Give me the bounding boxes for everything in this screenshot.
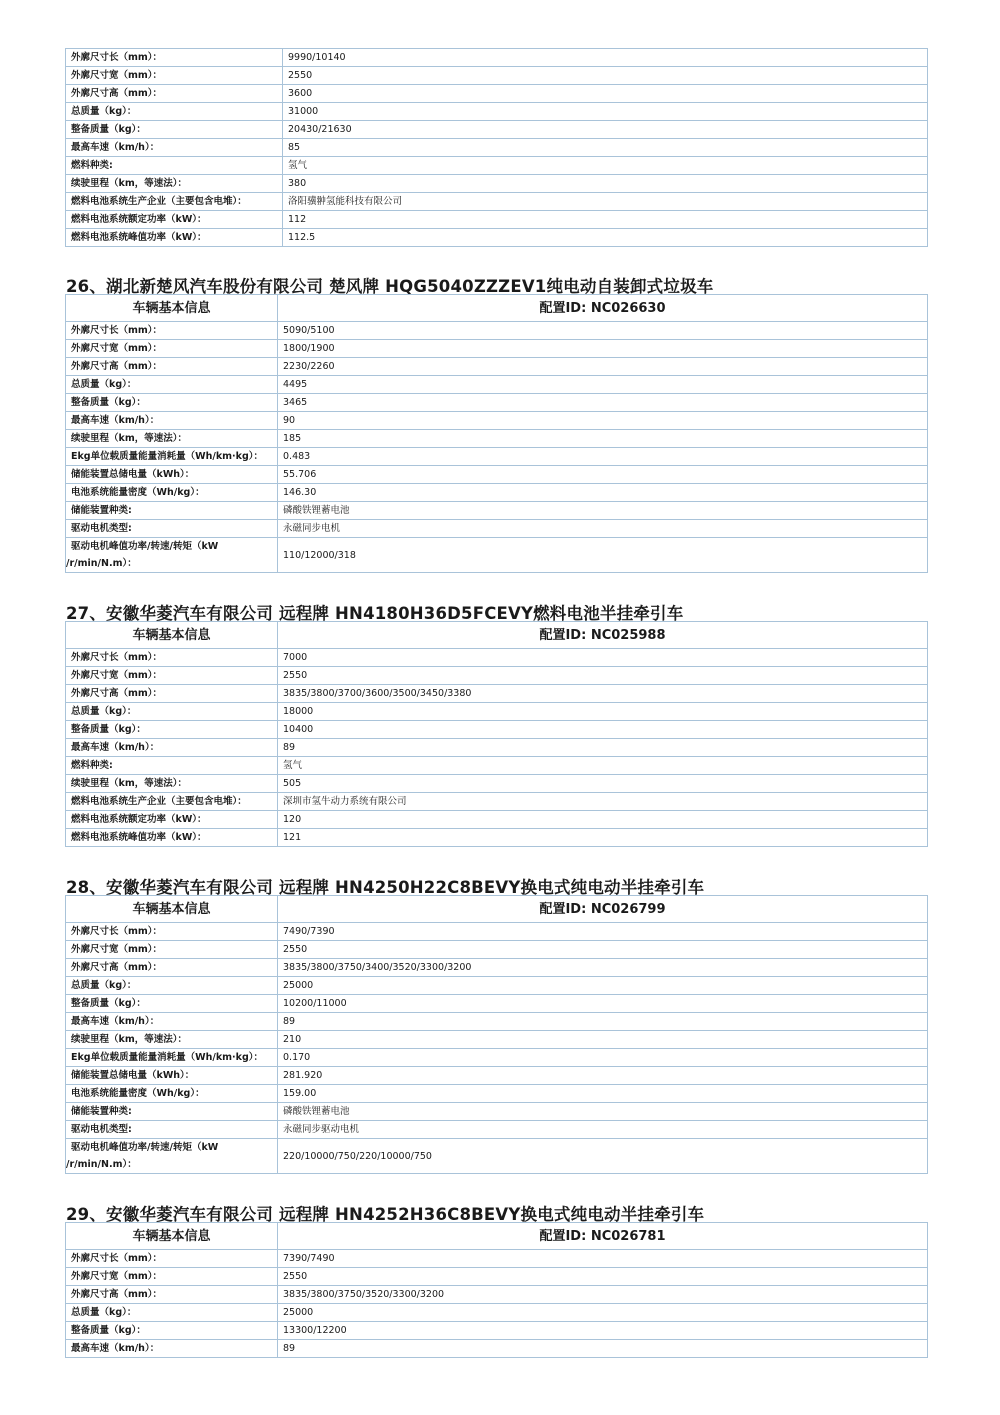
table-row xyxy=(66,502,928,520)
spec-label: 驱动电机类型: xyxy=(66,1121,278,1139)
spec-label: 总质量（kg）： xyxy=(66,103,283,121)
spec-value: 3465 xyxy=(278,394,928,412)
table-row xyxy=(66,703,928,721)
spec-value: 112 xyxy=(283,211,928,229)
spec-label: Ekg单位载质量能量消耗量（Wh/km·kg）： xyxy=(66,448,278,466)
spec-label: 燃料电池系统生产企业（主要包含电堆）： xyxy=(66,193,283,211)
spec-label: 驱动电机峰值功率/转速/转矩（kW /r/min/N.m）： xyxy=(66,1139,278,1174)
table-row xyxy=(66,995,928,1013)
spec-value: 89 xyxy=(278,1340,928,1358)
spec-label: 整备质量（kg）： xyxy=(66,121,283,139)
header-config-id: 配置ID: NC026781 xyxy=(278,1223,928,1250)
spec-value: 1800/1900 xyxy=(278,340,928,358)
spec-value: 120 xyxy=(278,811,928,829)
spec-label: 外廓尺寸宽（mm）： xyxy=(66,340,278,358)
spec-block-28 xyxy=(65,895,928,1174)
spec-label: 燃料电池系统峰值功率（kW）： xyxy=(66,229,283,247)
spec-label: 储能装置总储电量（kWh）： xyxy=(66,466,278,484)
spec-label: 整备质量（kg）： xyxy=(66,721,278,739)
table-header-row xyxy=(66,896,928,923)
table-row xyxy=(66,775,928,793)
spec-block-29 xyxy=(65,1222,928,1358)
spec-value: 85 xyxy=(283,139,928,157)
spec-label: 续驶里程（km，等速法）： xyxy=(66,175,283,193)
header-basic-info: 车辆基本信息 xyxy=(66,622,278,649)
spec-label: 外廓尺寸高（mm）： xyxy=(66,358,278,376)
table-row xyxy=(66,322,928,340)
spec-value: 281.920 xyxy=(278,1067,928,1085)
spec-label: 储能装置种类: xyxy=(66,502,278,520)
section-title: 28、安徽华菱汽车有限公司 远程牌 HN4250H22C8BEVY换电式纯电动半挂牵引车 xyxy=(66,878,705,897)
spec-value: 氢气 xyxy=(278,757,928,775)
spec-label: 外廓尺寸长（mm）： xyxy=(66,49,283,67)
spec-label: 电池系统能量密度（Wh/kg）： xyxy=(66,484,278,502)
spec-value: 20430/21630 xyxy=(283,121,928,139)
table-row xyxy=(66,685,928,703)
spec-label: 外廓尺寸宽（mm）： xyxy=(66,941,278,959)
table-row xyxy=(66,121,928,139)
spec-label: 储能装置种类: xyxy=(66,1103,278,1121)
table-row xyxy=(66,394,928,412)
spec-value: 氢气 xyxy=(283,157,928,175)
table-row xyxy=(66,139,928,157)
spec-label: 燃料种类: xyxy=(66,757,278,775)
table-row xyxy=(66,103,928,121)
spec-label: 整备质量（kg）： xyxy=(66,394,278,412)
table-row xyxy=(66,67,928,85)
spec-value: 磷酸铁锂蓄电池 xyxy=(278,1103,928,1121)
table-row xyxy=(66,923,928,941)
table-row xyxy=(66,211,928,229)
table-row xyxy=(66,739,928,757)
table-row xyxy=(66,1049,928,1067)
spec-label: 驱动电机峰值功率/转速/转矩（kW /r/min/N.m）： xyxy=(66,538,278,573)
spec-label: 总质量（kg）： xyxy=(66,1304,278,1322)
table-row xyxy=(66,1031,928,1049)
table-row xyxy=(66,466,928,484)
spec-label: 电池系统能量密度（Wh/kg）： xyxy=(66,1085,278,1103)
spec-value: 10200/11000 xyxy=(278,995,928,1013)
spec-value: 31000 xyxy=(283,103,928,121)
header-basic-info: 车辆基本信息 xyxy=(66,896,278,923)
header-basic-info: 车辆基本信息 xyxy=(66,1223,278,1250)
table-row xyxy=(66,649,928,667)
spec-label: 外廓尺寸宽（mm）： xyxy=(66,1268,278,1286)
spec-value: 18000 xyxy=(278,703,928,721)
spec-value: 4495 xyxy=(278,376,928,394)
spec-value: 159.00 xyxy=(278,1085,928,1103)
spec-value: 7390/7490 xyxy=(278,1250,928,1268)
table-row xyxy=(66,340,928,358)
section-title: 27、安徽华菱汽车有限公司 远程牌 HN4180H36D5FCEVY燃料电池半挂牵引车 xyxy=(66,604,684,623)
table-row xyxy=(66,412,928,430)
table-row xyxy=(66,484,928,502)
spec-table xyxy=(65,621,928,847)
section-title: 26、湖北新楚风汽车股份有限公司 楚风牌 HQG5040ZZZEV1纯电动自装卸式垃圾车 xyxy=(66,277,714,296)
spec-label: 燃料种类: xyxy=(66,157,283,175)
spec-label: 续驶里程（km，等速法）： xyxy=(66,1031,278,1049)
spec-label: 驱动电机类型: xyxy=(66,520,278,538)
spec-value: 洛阳骥翀氢能科技有限公司 xyxy=(283,193,928,211)
spec-value: 2550 xyxy=(278,1268,928,1286)
spec-label: 外廓尺寸高（mm）： xyxy=(66,1286,278,1304)
spec-label: 外廓尺寸长（mm）： xyxy=(66,923,278,941)
header-config-id: 配置ID: NC026799 xyxy=(278,896,928,923)
spec-value: 89 xyxy=(278,1013,928,1031)
table-row xyxy=(66,1085,928,1103)
spec-value: 210 xyxy=(278,1031,928,1049)
spec-value: 永磁同步驱动电机 xyxy=(278,1121,928,1139)
table-row xyxy=(66,941,928,959)
spec-value: 55.706 xyxy=(278,466,928,484)
spec-value: 2230/2260 xyxy=(278,358,928,376)
spec-label: 总质量（kg）： xyxy=(66,376,278,394)
table-row xyxy=(66,959,928,977)
spec-value: 3835/3800/3750/3400/3520/3300/3200 xyxy=(278,959,928,977)
spec-label: 整备质量（kg）： xyxy=(66,995,278,1013)
table-row xyxy=(66,358,928,376)
table-row xyxy=(66,721,928,739)
spec-value: 220/10000/750/220/10000/750 xyxy=(278,1139,928,1174)
table-row xyxy=(66,175,928,193)
table-row xyxy=(66,1103,928,1121)
spec-value: 5090/5100 xyxy=(278,322,928,340)
spec-value: 25000 xyxy=(278,1304,928,1322)
table-row xyxy=(66,538,928,573)
table-row xyxy=(66,1139,928,1174)
table-row xyxy=(66,1013,928,1031)
table-row xyxy=(66,376,928,394)
table-row xyxy=(66,977,928,995)
spec-value: 121 xyxy=(278,829,928,847)
spec-label: 整备质量（kg）： xyxy=(66,1322,278,1340)
spec-label: 续驶里程（km，等速法）： xyxy=(66,775,278,793)
table-row xyxy=(66,229,928,247)
table-row xyxy=(66,1286,928,1304)
spec-value: 2550 xyxy=(278,941,928,959)
spec-value: 90 xyxy=(278,412,928,430)
spec-value: 13300/12200 xyxy=(278,1322,928,1340)
spec-table xyxy=(65,294,928,573)
spec-label: 最高车速（km/h）： xyxy=(66,412,278,430)
spec-label: 外廓尺寸高（mm）： xyxy=(66,959,278,977)
spec-label: Ekg单位载质量能量消耗量（Wh/km·kg）： xyxy=(66,1049,278,1067)
spec-table xyxy=(65,48,928,247)
table-row xyxy=(66,793,928,811)
spec-value: 3835/3800/3750/3520/3300/3200 xyxy=(278,1286,928,1304)
spec-label: 外廓尺寸宽（mm）： xyxy=(66,667,278,685)
spec-label: 燃料电池系统额定功率（kW）： xyxy=(66,211,283,229)
table-row xyxy=(66,1121,928,1139)
spec-value: 2550 xyxy=(283,67,928,85)
table-row xyxy=(66,49,928,67)
spec-block-top xyxy=(65,48,928,247)
table-row xyxy=(66,811,928,829)
table-row xyxy=(66,1268,928,1286)
header-basic-info: 车辆基本信息 xyxy=(66,295,278,322)
spec-value: 3600 xyxy=(283,85,928,103)
table-header-row xyxy=(66,1223,928,1250)
spec-value: 2550 xyxy=(278,667,928,685)
spec-value: 380 xyxy=(283,175,928,193)
spec-value: 505 xyxy=(278,775,928,793)
table-row xyxy=(66,667,928,685)
spec-value: 0.170 xyxy=(278,1049,928,1067)
spec-value: 110/12000/318 xyxy=(278,538,928,573)
table-row xyxy=(66,430,928,448)
spec-label: 外廓尺寸长（mm）： xyxy=(66,322,278,340)
spec-block-27 xyxy=(65,621,928,847)
spec-value: 3835/3800/3700/3600/3500/3450/3380 xyxy=(278,685,928,703)
spec-label: 最高车速（km/h）： xyxy=(66,139,283,157)
spec-label: 外廓尺寸高（mm）： xyxy=(66,685,278,703)
spec-label: 最高车速（km/h）： xyxy=(66,1013,278,1031)
spec-value: 185 xyxy=(278,430,928,448)
table-row xyxy=(66,1322,928,1340)
spec-label: 燃料电池系统生产企业（主要包含电堆）： xyxy=(66,793,278,811)
spec-table xyxy=(65,1222,928,1358)
spec-value: 0.483 xyxy=(278,448,928,466)
table-header-row xyxy=(66,295,928,322)
header-config-id: 配置ID: NC026630 xyxy=(278,295,928,322)
spec-label: 续驶里程（km，等速法）： xyxy=(66,430,278,448)
spec-value: 磷酸铁锂蓄电池 xyxy=(278,502,928,520)
table-row xyxy=(66,757,928,775)
table-row xyxy=(66,829,928,847)
spec-value: 9990/10140 xyxy=(283,49,928,67)
spec-label: 最高车速（km/h）： xyxy=(66,739,278,757)
table-row xyxy=(66,1340,928,1358)
spec-value: 深圳市氢牛动力系统有限公司 xyxy=(278,793,928,811)
spec-label: 燃料电池系统额定功率（kW）： xyxy=(66,811,278,829)
table-row xyxy=(66,1250,928,1268)
spec-label: 储能装置总储电量（kWh）： xyxy=(66,1067,278,1085)
spec-label: 外廓尺寸长（mm）： xyxy=(66,649,278,667)
spec-value: 89 xyxy=(278,739,928,757)
spec-value: 10400 xyxy=(278,721,928,739)
spec-value: 112.5 xyxy=(283,229,928,247)
spec-value: 25000 xyxy=(278,977,928,995)
spec-block-26 xyxy=(65,294,928,573)
spec-value: 7000 xyxy=(278,649,928,667)
header-config-id: 配置ID: NC025988 xyxy=(278,622,928,649)
spec-label: 总质量（kg）： xyxy=(66,703,278,721)
table-row xyxy=(66,157,928,175)
section-title: 29、安徽华菱汽车有限公司 远程牌 HN4252H36C8BEVY换电式纯电动半挂牵引车 xyxy=(66,1205,705,1224)
table-row xyxy=(66,1304,928,1322)
table-row xyxy=(66,448,928,466)
spec-label: 外廓尺寸长（mm）： xyxy=(66,1250,278,1268)
spec-label: 外廓尺寸宽（mm）： xyxy=(66,67,283,85)
spec-value: 146.30 xyxy=(278,484,928,502)
spec-label: 总质量（kg）： xyxy=(66,977,278,995)
table-row xyxy=(66,1067,928,1085)
spec-label: 燃料电池系统峰值功率（kW）： xyxy=(66,829,278,847)
spec-value: 永磁同步电机 xyxy=(278,520,928,538)
spec-table xyxy=(65,895,928,1174)
spec-label: 外廓尺寸高（mm）： xyxy=(66,85,283,103)
table-row xyxy=(66,193,928,211)
table-row xyxy=(66,520,928,538)
spec-value: 7490/7390 xyxy=(278,923,928,941)
table-row xyxy=(66,85,928,103)
table-header-row xyxy=(66,622,928,649)
spec-label: 最高车速（km/h）： xyxy=(66,1340,278,1358)
